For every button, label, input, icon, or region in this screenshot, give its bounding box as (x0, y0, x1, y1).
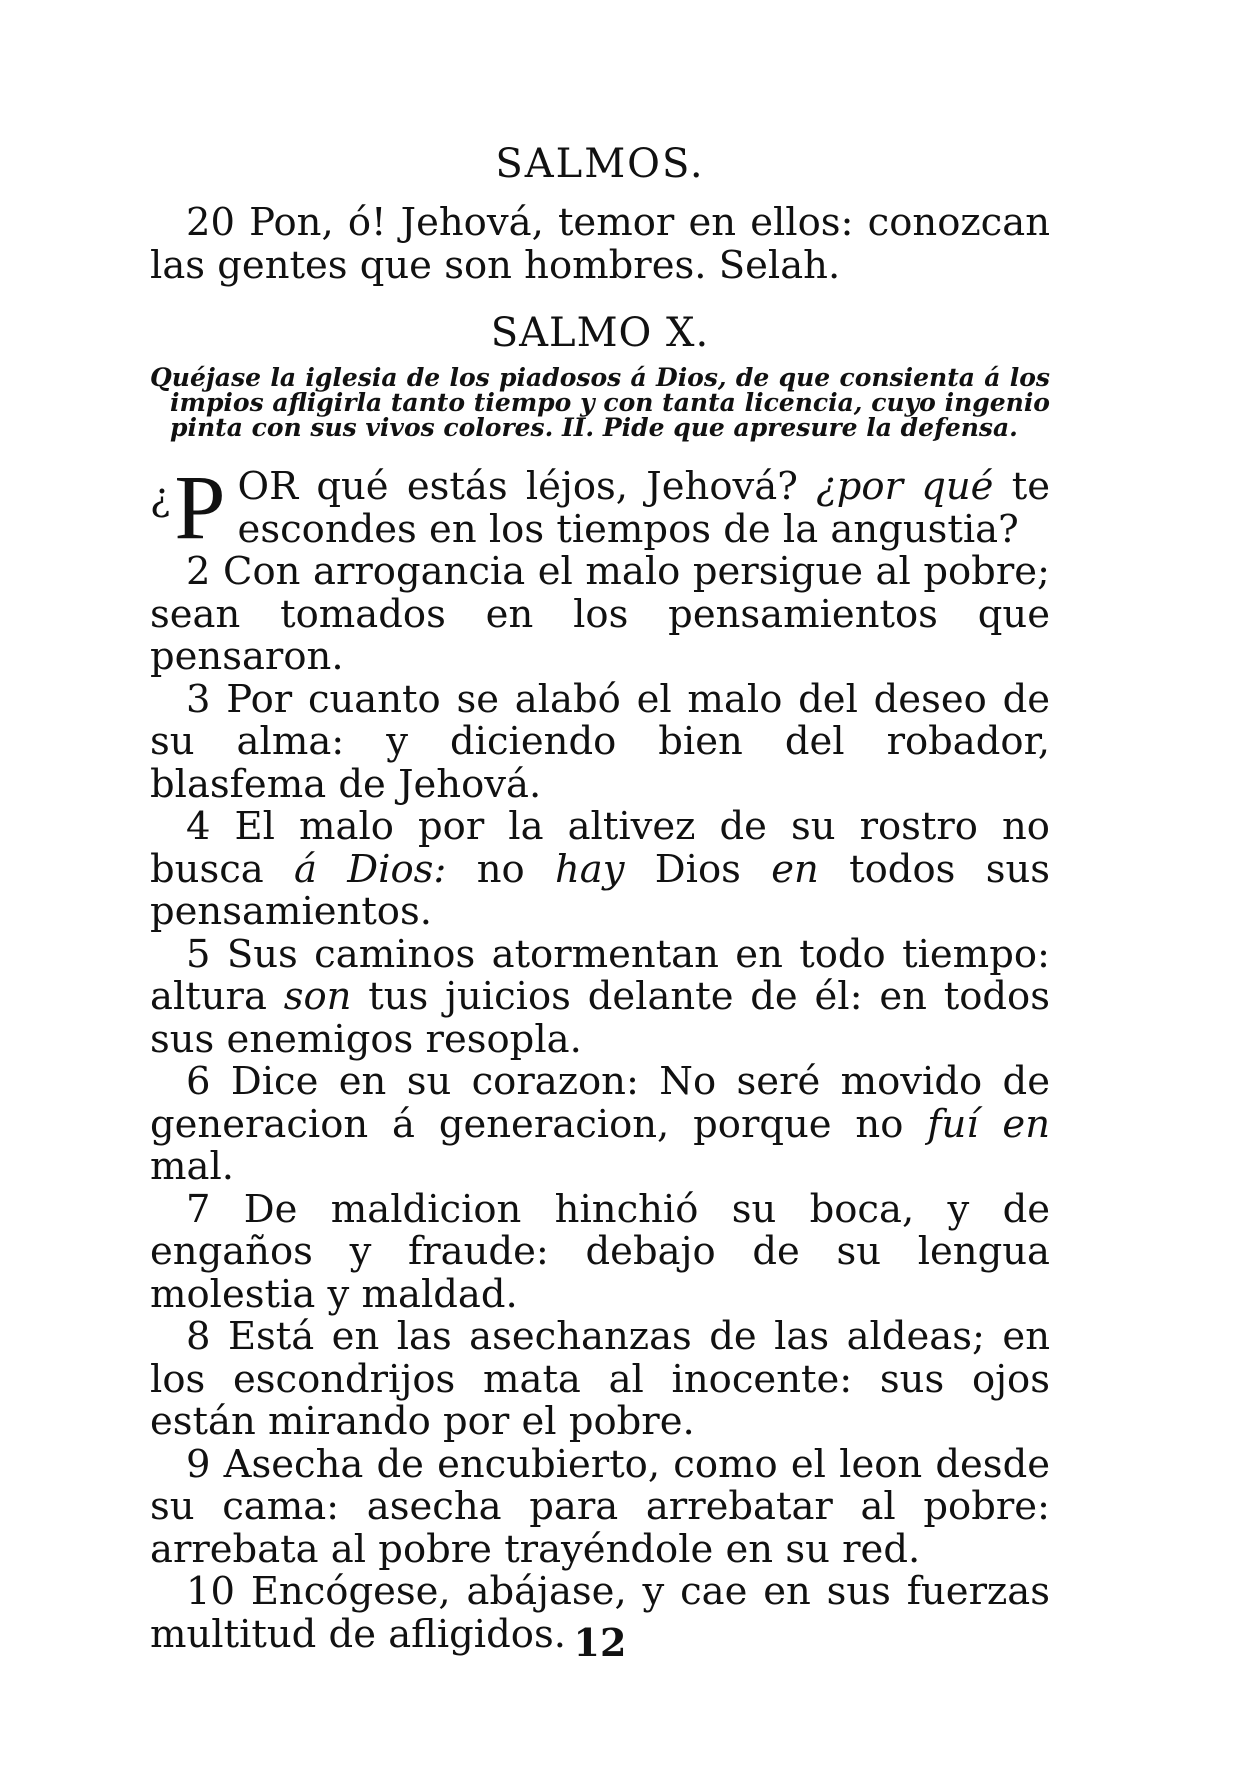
verse-4-d: todos sus pensamientos. (150, 846, 1051, 934)
verse-2: 2 Con arrogancia el malo persigue al pobre; sean tomados en los pensamientos que pensaron. (150, 549, 1050, 679)
verse-9: 9 Asecha de encubierto, como el leon desde su cama: asecha para arrebatar al pobre: arrebata al pobre trayéndole en su red. (150, 1441, 1050, 1572)
verse-7: 7 De maldicion hinchió su boca, y de engaños y fraude: debajo de su lengua molestia y maldad. (150, 1186, 1050, 1317)
opening-text-b: te escondes en los tiempos de la angustia? (237, 464, 1050, 552)
verse-10: 10 Encógese, abájase, y cae en sus fuerzas multitud de afligidos. (150, 1569, 1050, 1657)
verse-4-a: 4 El malo por la altivez de su rostro no busca (150, 804, 1050, 892)
verse-5-a: 5 Sus caminos atormentan en todo tiempo: altura (150, 931, 1050, 1019)
verse-6-it1: fuí en (927, 1101, 1050, 1147)
verse-4 (150, 806, 1050, 934)
opening-text-a: qué estás léjos, Jehová? (298, 464, 817, 509)
verse-4-it1: á Dios: (294, 846, 447, 892)
verse-4-b: no (446, 846, 555, 892)
page (150, 140, 1051, 1665)
verse-4-c: Dios (624, 846, 772, 892)
verse-5-it1: son (283, 974, 352, 1019)
verse-5 (150, 931, 1050, 1062)
psalm-summary: Quéjase la iglesia de los piadosos á Dios, de que consienta á los impios afligirla tanto tiempo y con tanta licencia, cuyo ingenio pinta con sus vivos colores. II. Pide que apresure la defensa. (150, 363, 1050, 442)
verse-8: 8 Está en las asechanzas de las aldeas; en los escondrijos mata al inocente: sus ojos están mirando por el pobre. (150, 1314, 1050, 1444)
verse-4-it2: hay (555, 846, 625, 892)
verse-3: 3 Por cuanto se alabó el malo del deseo de su alma: y diciendo bien del robador, blasfema de Jehová. (150, 676, 1050, 807)
inverted-question-mark: ¿ (150, 475, 171, 519)
verse-6-a: 6 Dice en su corazon: No seré movido de generacion á generacion, porque no (150, 1059, 1050, 1147)
drop-cap: P (174, 456, 226, 558)
verse-6-b: mal. (150, 1144, 235, 1189)
opening-italic: ¿por qué (816, 464, 994, 509)
verse-1 (150, 456, 1050, 558)
verse-6 (150, 1061, 1050, 1189)
verse-5-b: tus juicios delante de él: en todos sus enemigos resopla. (150, 974, 1050, 1062)
opening-caps: OR (237, 464, 299, 509)
verse-4-it3: en (771, 846, 819, 892)
verse-20: 20 Pon, ó! Jehová, temor en ellos: conozcan las gentes que son hombres. Selah. (150, 200, 1050, 288)
psalm-title: SALMO X. (490, 310, 710, 356)
page-number: 12 (573, 1620, 627, 1665)
running-head: SALMOS. (495, 141, 705, 187)
